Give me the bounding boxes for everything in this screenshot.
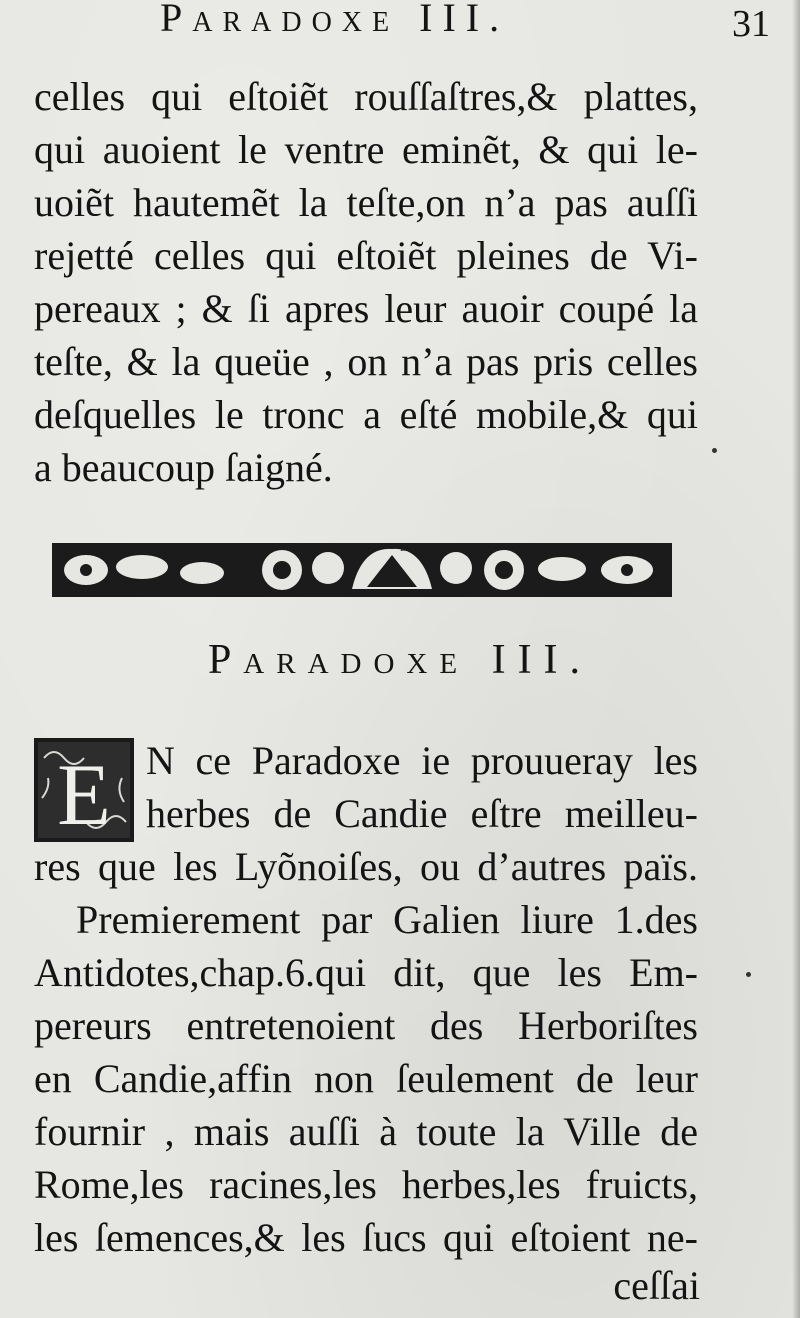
text-line: fournir , mais auſſi à toute la Ville de [34, 1109, 698, 1154]
text-line: teſte, & la queüe , on n’a pas pris celles [34, 339, 698, 384]
body-paragraphs [34, 840, 698, 1264]
page-number: 31 [732, 3, 770, 45]
text-line: celles qui eſtoiẽt rouſſaſtres,& plattes, [34, 74, 698, 119]
text-line: Antidotes,chap.6.qui dit, que les Em- [34, 950, 698, 995]
catchword: ceſſai [613, 1263, 700, 1308]
text-line: res que les Lyõnoiſes, ou d’autres païs. [34, 844, 698, 889]
text-line: en Candie,affin non ſeulement de leur [34, 1056, 698, 1101]
text-line: N ce Paradoxe ie prouueray les [146, 738, 698, 783]
text-line: rejetté celles qui eſtoiẽt pleines de Vi- [34, 233, 698, 278]
text-line: a beaucoup ſaigné. [34, 445, 333, 490]
top-paragraph [34, 70, 698, 494]
text-line: Rome,les racines,les herbes,les fruicts, [34, 1162, 698, 1207]
text-line: les ſemences,& les ſucs qui eſtoient ne- [34, 1215, 698, 1260]
text-line: herbes de Candie eſtre meilleu- [146, 791, 698, 836]
text-line: uoiẽt hautemẽt la teſte,on n’a pas auſſi [34, 180, 698, 225]
drop-cap-initial [34, 738, 134, 842]
text-line: pereurs entretenoient des Herboriſtes [34, 1003, 698, 1048]
ornament-letter-p: P [345, 542, 352, 554]
ornament-letter-d: D [400, 542, 408, 554]
text-line: Premierement par Galien liure 1.des [76, 897, 698, 942]
running-head [160, 0, 780, 50]
text-line: pereaux ; & ſi apres leur auoir coupé la [34, 286, 698, 331]
decorative-headpiece [52, 537, 672, 603]
opening-paragraph-lines [146, 734, 698, 840]
text-line: qui auoient le ventre eminẽt, & qui le- [34, 127, 698, 172]
chapter-heading: Paradoxe III. [207, 637, 593, 683]
ink-speck [746, 972, 751, 977]
ink-speck [712, 448, 717, 453]
running-head-title: Paradoxe III. [160, 0, 510, 40]
drop-cap-letter: E [57, 747, 111, 842]
text-line: deſquelles le tronc a eſté mobile,& qui [34, 392, 698, 437]
